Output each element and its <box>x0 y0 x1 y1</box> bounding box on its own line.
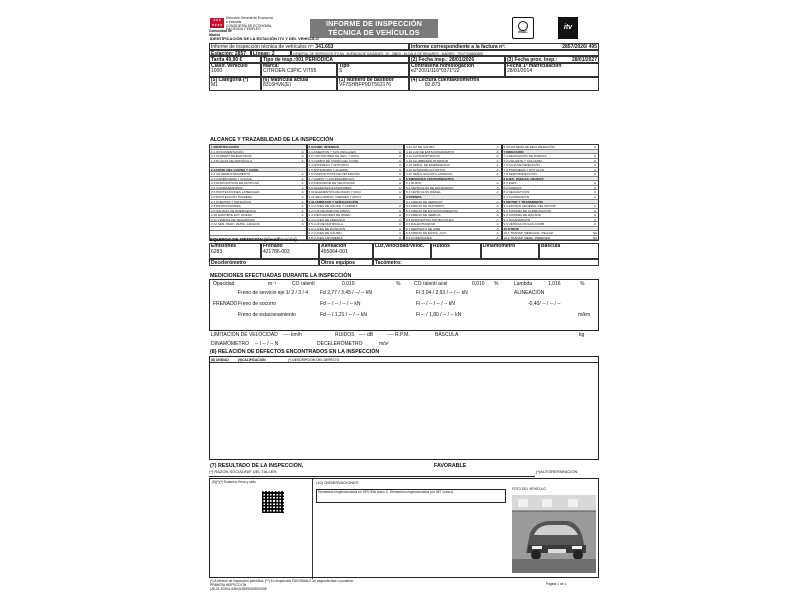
equip-decelerometro: Decelerómetro <box>209 259 319 266</box>
equip-ruidos: Ruidos <box>431 243 481 259</box>
frenado-label: FRENADO <box>213 301 238 307</box>
speed-limit-value: ---- km/h <box>283 332 302 338</box>
scope-item-mark: A <box>301 204 304 209</box>
defects-col-unit: (8) UNIDAD <box>211 358 229 362</box>
scope-item-label: 2.6 PROTECCIÓN TRASERA <box>211 195 253 199</box>
dynamometer-label: DINAMÓMETRO <box>211 341 250 347</box>
scope-item-label: 9.3 SISTEMA DE ESCAPE <box>503 213 541 217</box>
scope-item-label: 4.10 LUZ DE ESTACIONAMIENTO <box>406 149 455 154</box>
scope-item-mark: A <box>301 213 304 218</box>
decelerometer-unit: m/s² <box>379 341 389 347</box>
scope-column-1 <box>209 144 307 241</box>
scope-item-label: 8.3 NEUMÁTICOS <box>503 190 530 195</box>
scope-item-label: 4.3 INDICADORES DE DIREC. <box>308 213 352 217</box>
scope-item-mark: A <box>593 154 597 159</box>
scope-item-mark: A <box>593 222 597 227</box>
madrid-logo: ★★★ ★★★★ <box>211 18 223 27</box>
measurements-title: MEDICIONES EFECTUADAS DURANTE LA INSPECCIÓN <box>210 273 352 279</box>
scope-item-mark: A <box>593 190 597 195</box>
emergency-brake-fi: Fi -- / -- / -- / -- kN <box>416 301 455 307</box>
co-acel-label: CO ralentí acel <box>414 281 448 287</box>
co-acel-value: 0,010 <box>472 281 485 287</box>
lambda-value: 1,016 <box>548 281 561 287</box>
parking-brake-fd: Fd -- / 1,21 / -- / -- kN <box>320 312 367 318</box>
scope-item-mark: A <box>398 213 402 218</box>
scope-item-label: 4.8 LUCES ANTINIEBLA <box>308 235 343 240</box>
service-brake-fd: Fd 2,77 / 3,45 / --/ -- kN <box>320 290 372 296</box>
scope-item-label: 7 DIRECCIÓN <box>503 149 524 154</box>
co-unit: % <box>396 281 401 287</box>
equip-emisiones: Emisiones 6283 <box>209 243 261 259</box>
result-title: (7) RESULTADO DE LA INSPECCIÓN, <box>210 463 304 469</box>
scope-item-mark: A <box>301 172 304 177</box>
measurements-block <box>209 279 599 331</box>
scope-item-label: 1.2 NÚMERO DE BASTIDOR <box>211 154 252 158</box>
scope-item-label: 9.4 TRANSMISIÓN <box>503 217 531 222</box>
opacity-label: Opacidad <box>213 281 235 287</box>
first-inspection-label: PRIMERA INSPECCIÓN <box>210 583 247 587</box>
frame-cell: (1) Número de bastidor VF7SHBFP0DT563176 <box>337 77 409 91</box>
emergency-brake-label: Freno de socorro <box>238 301 277 307</box>
scope-item-mark <box>592 227 598 231</box>
scope-item-mark: A <box>496 172 499 177</box>
first-reg-cell: Fecha 1ª matriculación 28/01/2014 <box>505 63 599 77</box>
scope-item-label: 3.10 ELEMENTOS DE IZADO Y MAN. <box>308 190 362 195</box>
scope-item-mark: A <box>398 163 402 168</box>
speed-limit-label: LIMITACIÓN DE VELOCIDAD <box>211 332 278 338</box>
scope-item-label: 4.11 CATADIÓPTRICOS <box>406 154 440 158</box>
homolog-cell: Contraseña homologación e2*2001/116*0371*22 <box>409 63 505 77</box>
lambda-unit: % <box>580 281 585 287</box>
scope-item-label: 3 ACOND. INTERIOR <box>308 145 339 149</box>
parking-brake-label: Freno de estacionamiento <box>238 312 296 318</box>
scope-item-label: 6.8 FRENO DE ESTAC. AUX. <box>406 231 447 235</box>
equip-frenado: Frenado 421786-003 <box>261 243 319 259</box>
header-region: Comunidad de Madrid <box>209 29 232 37</box>
scope-item-mark <box>592 150 598 154</box>
signature-label: (9)(*)(*) Estación, firma y sello <box>212 480 256 484</box>
scope-item-mark: A <box>398 226 402 231</box>
next-insp-cell: (3) Fecha prox. Insp.: 28/01/2027 <box>507 57 597 63</box>
scope-item-mark: A <box>301 190 304 195</box>
defects-col-desc: (*) DESCRIPCIÓN DEL DEFECTO <box>288 358 340 362</box>
equip-luces: Luz,Velocidad/Veloc. <box>373 243 431 259</box>
emergency-brake-fd: Fd -- / -- / -- / -- kN <box>320 301 361 307</box>
scope-item-mark: A <box>398 149 402 154</box>
observations-box <box>316 489 506 503</box>
scope-item-mark: A <box>496 217 499 222</box>
scope-item-label: 3.8 INDICADOR DE VELOCIDAD <box>308 181 355 185</box>
scope-item-label: 3.1 ASIENTOS Y SUS ANCLAJES <box>308 149 356 154</box>
scope-item-mark <box>300 227 306 231</box>
scope-item-mark <box>397 200 403 204</box>
scope-item-label: 9.2 SISTEMA DE ALIMENTACIÓN <box>503 208 551 213</box>
scope-item-mark <box>300 231 306 235</box>
equip-alineacion: Alineación 455064-001 <box>319 243 373 259</box>
scope-item-label: 8.4 SUSPENSIÓN <box>503 195 529 199</box>
scope-item-label: 10.1 TRANSP. MERCANC. PELIGR. <box>503 231 554 235</box>
scope-item-label <box>210 231 300 235</box>
scope-item-mark <box>397 145 403 149</box>
noise-label: RUIDOS <box>335 332 355 338</box>
category-cell: (5) Categoría (*) M1 <box>209 77 261 91</box>
photo-title: FOTO DEL VEHÍCULO <box>512 487 547 491</box>
scope-item-mark: A <box>301 217 304 222</box>
scope-item-label: 7.5 SERVODIRECCIÓN <box>503 172 537 176</box>
station-block <box>209 43 599 91</box>
scope-item-label: 6.2 FRENO DE SOCORRO <box>406 204 444 208</box>
scope-item-label: 5.3 VEHÍCULOS DIÉSEL <box>406 190 441 195</box>
tariff-cell: Tarifa 49,90 € <box>209 56 261 63</box>
scope-item-mark: A <box>496 163 499 168</box>
scope-item-label: 6.9 CONEXIONES <box>406 235 432 240</box>
scope-item-mark: A <box>496 213 499 218</box>
scope-item-label: 7.4 TIMONERÍA Y RÓTULAS <box>503 167 544 172</box>
decelerometer-label: DECELERÓMETRO <box>317 341 363 347</box>
scope-item-mark <box>495 177 501 181</box>
equip-bascula: Báscula <box>539 243 599 259</box>
dynamometer-value: -- / -- / -- N <box>255 341 279 347</box>
first-inspection-value: (28-01-2026/1/2/8/00/2859/000000008 <box>210 587 267 591</box>
scope-item-mark: A <box>301 185 304 190</box>
scope-item-mark: A <box>496 185 499 190</box>
scope-item-label: 2.5 PROTECCIONES LATERALES <box>211 190 260 195</box>
scope-item-label: 9.5 VEHÍCULOS GAS COMB. <box>503 222 545 226</box>
result-value: FAVORABLE <box>434 463 467 469</box>
scope-item-mark: A <box>496 181 499 186</box>
scope-item-mark: A <box>398 158 402 163</box>
class-cell: Clasif. vehículo 1000 <box>209 63 261 77</box>
scope-item-label: 5.1 RUIDO <box>406 181 422 185</box>
scope-item-mark: A <box>301 158 304 163</box>
scope-item-label: 7.3 CAJA DE DIRECCIÓN <box>503 163 540 167</box>
co-label: CO ralentí <box>292 281 315 287</box>
scope-item-label: 4.15 SEÑALIZACIÓN LUMINOSA <box>406 172 453 176</box>
scope-item-mark: A <box>593 217 597 222</box>
scope-item-mark: A <box>398 217 402 222</box>
scope-item-label: 10.2 TRANSP. MERC. PERECED. <box>503 235 551 240</box>
scope-item-mark <box>592 177 598 181</box>
co-value: 0,010 <box>342 281 355 287</box>
scale-unit: kg <box>579 332 585 338</box>
scope-item-mark: A <box>301 181 304 186</box>
footer-note: (*) A efectos de inspección periódica, (**) En inspección FAVORABLE de segunda fase o posterior <box>210 579 354 583</box>
scope-item-mark: A <box>301 195 304 200</box>
scope-item-label: 1 IDENTIFICACIÓN <box>211 145 239 149</box>
alignment-label: ALINEACIÓN <box>514 290 545 296</box>
scope-item-label: 4.6 LUCES DE POSICIÓN <box>308 226 346 231</box>
station-address: GENERAL DE SERVICIOS ITV,SA - AVENIDA DE DAGANZO, 19 - 28805 - ALCALÁ DE HENARES - MADRID - TELF:918830855 <box>291 50 599 57</box>
page-number: Página 1 de 1 <box>546 582 567 586</box>
scope-item-mark: A <box>496 235 499 240</box>
station-cell: Estación: 2857 <box>209 50 251 57</box>
scope-item-mark: A <box>398 176 402 181</box>
scope-item-label: 9 MOTOR Y TRANSMISIÓN <box>503 199 543 204</box>
scope-item-label: 3.9 SALIENTES EXTERIORES <box>308 185 352 190</box>
scope-item-label: 2.12 SEÑ. PERF. VEHÍC. LARGOS <box>211 222 260 226</box>
scope-item-mark <box>300 163 306 167</box>
scope-item-label: 2.10 SOPORTE EXT. RUEDA <box>211 213 253 217</box>
scope-item-mark: A <box>496 149 499 154</box>
scope-item-mark: A <box>301 154 304 159</box>
scope-item-mark: A <box>496 158 499 163</box>
scope-item-mark: NA <box>592 235 598 240</box>
scope-item-label: 6.6 RALENTIZADOR <box>406 222 436 226</box>
scope-item-mark: A <box>398 231 402 236</box>
lambda-label: Lambda <box>514 281 533 287</box>
scope-item-mark: A <box>593 213 597 218</box>
scope-item-mark: A <box>398 204 402 209</box>
type-cell: Tipo S <box>337 63 409 77</box>
equip-otros: Otros equipos <box>319 259 373 266</box>
scope-column-2 <box>307 144 405 241</box>
scope-item-mark: A <box>398 190 402 195</box>
scope-row <box>308 236 404 241</box>
scope-item-label: 3.7 LIMPIA Y LAVAPARABRISAS <box>308 176 355 181</box>
scope-item-label <box>210 163 300 167</box>
scope-item-mark: A <box>398 222 402 227</box>
scope-item-mark: A <box>301 208 304 213</box>
inspection-scope-table <box>209 144 599 241</box>
scope-item-label: 1.1 DOCUMENTACIÓN <box>211 149 244 154</box>
service-brake-label: Freno de servicio eje 1/ 2 / 3 / 4 <box>238 290 309 296</box>
scope-item-mark: A <box>301 222 304 227</box>
scope-column-3 <box>404 144 502 241</box>
scope-item-label: 2.4 GUARDABARROS <box>211 185 243 190</box>
scope-item-label: 2.9 SALIDAS DE EMERGENCIA <box>211 208 257 213</box>
scope-item-mark: A <box>593 167 597 172</box>
scope-item-label: 8.1 EJES <box>503 181 517 185</box>
scope-item-label: 2.1 ANTIEMPOTRAMIENTO <box>211 172 251 176</box>
scope-item-mark: A <box>398 235 402 240</box>
enac-logo: ENAC <box>512 17 534 39</box>
scope-item-label <box>210 227 300 231</box>
scope-item-mark: A <box>593 145 597 149</box>
report-banner: INFORME DE INSPECCIÓN TÉCNICA DE VEHÍCULOS <box>310 19 438 38</box>
scope-item-label: 4.2 LUZ DE MARCHA ATRÁS <box>308 208 350 213</box>
equipment-title: EQUIPOS DE MEDICIÓN (Identificación) <box>210 237 297 242</box>
parking-brake-fi: Fi -- / 1,80 / -- / -- kN <box>416 312 462 318</box>
scope-item-label: 4.9 LUZ DE GÁLIBO <box>406 145 435 149</box>
service-brake-fi: Fi 3,04 / 2,93 / -- / -- kN <box>416 290 468 296</box>
scope-item-mark: A <box>398 185 402 190</box>
scope-item-mark: A <box>496 208 499 213</box>
scope-item-mark <box>300 145 306 149</box>
scope-item-label: 3.11 SEGURIDAD, CIERRES TURIST. <box>308 195 362 199</box>
scope-item-mark: A <box>301 199 304 204</box>
scope-item-mark: NA <box>592 231 598 236</box>
scope-item-label: 4.13 SEÑAL DE EMERGENCIA <box>406 163 450 167</box>
scope-item-mark: A <box>593 208 597 213</box>
alignment-value: -0,40/ -- / -- / -- <box>528 301 561 307</box>
scope-item-label: 2 ACOND. DEL CHASIS Y CARR. <box>211 167 259 172</box>
itv-logo: itv <box>558 17 578 39</box>
scope-item-mark: A <box>496 167 499 172</box>
scope-item-label: 6.1 FRENO DE SERVICIO <box>406 199 443 204</box>
scope-item-mark: A <box>301 176 304 181</box>
scope-item-mark: A <box>398 154 402 159</box>
scope-item-mark: A <box>593 185 597 190</box>
scope-item-mark: A <box>496 222 499 227</box>
scope-item-mark: A <box>496 231 499 236</box>
scope-item-mark: A <box>496 154 499 159</box>
observations-text: Elementos inspeccionados en OFICINA como C. Elementos inspeccionados por 067 como A. <box>318 490 455 494</box>
self-repair-label: (*)AUTOREPARACIÓN <box>536 469 578 474</box>
scope-item-label: 7.2 VOLANTE Y COLUMNA <box>503 158 543 163</box>
scope-item-mark: A <box>398 208 402 213</box>
scope-item-mark: A <box>593 158 597 163</box>
speed-row <box>209 332 599 340</box>
defects-table <box>209 356 599 460</box>
dyn-row <box>209 341 599 349</box>
station-id-title: IDENTIFICACIÓN DE LA ESTACIÓN ITV Y DEL VEHÍCULO <box>210 36 319 41</box>
scope-item-mark: A <box>496 226 499 231</box>
scope-item-label: 2.11 VIDRIOS DE SEGURIDAD <box>211 217 255 222</box>
report-number-cell: Informe de inspección técnica de vehículos nº: 341.653 <box>209 43 409 50</box>
scope-item-label: 3.6 DISPOSITIVOS DE RETENCIÓN <box>308 172 360 176</box>
qr-code-icon <box>262 491 284 513</box>
scope-item-label: 4 ALUMBRADO Y SEÑALIZACIÓN <box>308 199 359 204</box>
scope-item-label: 5.2 VEHÍCULOS DE ENCENDIDO <box>406 185 454 190</box>
header-org: Dirección General de Economía e Industria CONSEJERÍA DE ECONOMÍA, HACIENDA Y EMPLEO <box>226 16 273 32</box>
scope-item-label: 2.2 CARROCERÍA Y CHASIS <box>211 176 252 181</box>
scope-item-mark: A <box>301 149 304 154</box>
scope-item-label: 3.4 ANTIHIELO Y ANTIVAHO <box>308 163 349 167</box>
scope-item-mark <box>300 236 306 240</box>
scope-item-mark: A <box>593 181 597 186</box>
inspection-report-page <box>206 14 602 590</box>
scope-item-label: 2.3 DISPOSITIVOS DE ACOPLAM. <box>211 181 260 185</box>
noise-value: ---- dB <box>359 332 374 338</box>
equipment-table <box>209 243 599 266</box>
equip-tacometro: Tacómetro: <box>373 259 599 266</box>
equip-dinamometro: Dinamómetro <box>481 243 539 259</box>
scope-item-mark: A <box>398 195 402 200</box>
scope-item-mark <box>495 195 501 199</box>
opacity-unit: m⁻¹ <box>268 281 277 287</box>
scope-item-label: 4.5 LUZ DE MATRÍCULA <box>308 222 344 226</box>
scope-item-label: 4.1 LUCES DE CRUCE Y CARRET. <box>308 204 358 208</box>
scope-item-label: 1.3 PLACAS DE MATRÍCULA <box>211 158 253 163</box>
scope-item-label: 6.4 FRENO DE INERCIA <box>406 213 441 217</box>
vehicle-photo <box>512 495 596 573</box>
scope-item-label: 3.3 CAMPO DE VISIÓN DEL COND. <box>308 158 360 163</box>
scope-item-label: 3.5 ANTIRROBO Y ALARMA <box>308 167 349 172</box>
scope-item-mark: A <box>593 204 597 209</box>
scope-item-label: 4.12 ALUMBRADO INTERIOR <box>406 158 448 163</box>
scope-item-label: 4.4 LUCES DE FRENADO <box>308 217 346 222</box>
plate-cell: (6) Matrícula actual 8316HVK(E) <box>261 77 337 91</box>
scope-column-4 <box>502 144 600 241</box>
scope-item-label: 10 OTROS <box>503 226 519 231</box>
scope-item-mark <box>592 200 598 204</box>
km-cell: (4) Lectura cuentakilómetros 82.873 <box>409 77 599 91</box>
workshop-label: (*) RAZÓN SOCIAL/NIF DEL TALLER: <box>209 469 278 474</box>
scope-item-label: 2.8 RETROVISORES <box>211 204 241 208</box>
scope-item-label: 6.5 DISPOSITIVO ANTIBLOQUEO <box>406 217 454 222</box>
scope-item-mark: A <box>496 204 499 209</box>
scale-label: BÁSCULA <box>435 332 459 338</box>
scope-item-mark: A <box>398 167 402 172</box>
scope-item-mark: A <box>398 181 402 186</box>
scope-item-mark: A <box>496 199 499 204</box>
scope-row <box>503 236 599 241</box>
defects-col-calif: (9)CALIFICACIÓN <box>238 358 266 362</box>
scope-item-label: 3.2 CINTURONES DE SEG. Y ANCL. <box>308 154 361 158</box>
scope-item-mark: A <box>593 195 597 200</box>
alignment-unit: m/km <box>578 312 591 318</box>
scope-item-label: 9.1 ESTADO GENERAL DEL MOTOR <box>503 204 556 208</box>
scope-item-label: 6 FRENOS <box>406 195 422 199</box>
scope-item-mark: A <box>398 172 402 177</box>
lines-cell: Líneas: 2 <box>251 50 291 57</box>
scope-item-mark: A <box>593 172 597 177</box>
scope-item-label: 4.14 AVISADOR ACÚSTICO <box>406 167 446 172</box>
insp-date-cell: (2) Fecha insp.: 28/01/2026 <box>409 56 505 63</box>
scope-item-label: 7.1 DESVIACIÓN DE RUEDAS <box>503 154 547 158</box>
scope-item-label: 2.7 PUERTAS Y PELDAÑOS <box>211 199 252 204</box>
bottom-block <box>209 478 599 578</box>
invoice-number-cell: Informe correspondiente a la factura nº: 2857/2026/ 495 <box>411 44 597 50</box>
scope-item-label: 6.7 DEPÓSITO DE AIRE <box>406 226 441 231</box>
rpm-value: ---- R.P.M. <box>387 332 410 338</box>
scope-item-mark <box>300 168 306 172</box>
scope-item-label: 5 EMISIONES CONTAMINANTES <box>406 176 454 181</box>
scope-row <box>405 236 501 241</box>
scope-item-mark: A <box>496 190 499 195</box>
workshop-row <box>209 470 535 477</box>
observations-title: (10) OBSERVACIONES <box>316 480 359 485</box>
insp-type-cell: Tipo de insp.:001 PERIODICA <box>261 56 409 63</box>
scope-item-mark: A <box>496 145 499 149</box>
inspection-scope-title: ALCANCE Y TRAZABILIDAD DE LA INSPECCIÓN <box>210 137 334 143</box>
scope-item-label: 8.2 RUEDAS <box>503 185 522 190</box>
scope-item-label: 8 EJES, RUEDAS, NEUMÁT. <box>503 176 545 181</box>
co-acel-unit: % <box>494 281 499 287</box>
brand-cell: Marca: CITROEN C3PIC VIT95 <box>261 63 337 77</box>
scope-item-label: 6.10 SISTEMA DE RECUPERACIÓN <box>503 145 555 149</box>
scope-item-label: 6.3 FRENO DE ESTACIONAMIENTO <box>406 208 458 213</box>
defects-title: (8) RELACIÓN DE DEFECTOS ENCONTRADOS EN LA INSPECCIÓN <box>210 349 380 355</box>
scope-item-label: 4.7 LUCES DE GÁLIBO <box>308 231 342 235</box>
scope-item-mark: A <box>593 163 597 168</box>
